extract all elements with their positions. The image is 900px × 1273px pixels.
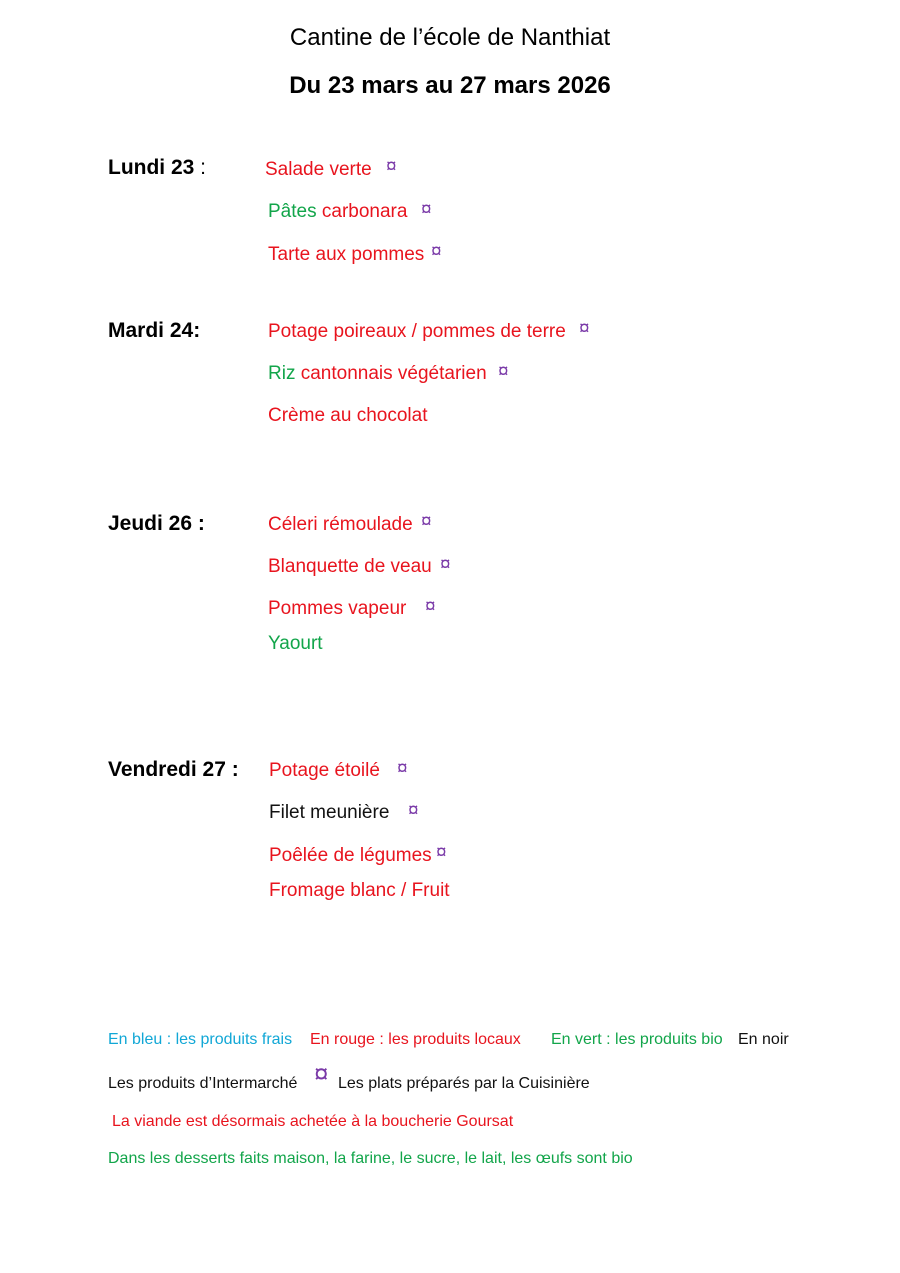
day-label-mardi: Mardi 24: bbox=[108, 319, 201, 342]
legend-symbol-desc: Les plats préparés par la Cuisinière bbox=[338, 1075, 590, 1092]
cuisiniere-legend-icon: ¤ bbox=[314, 1058, 329, 1088]
dish-pates-carbonara: Pâtes carbonara bbox=[268, 201, 408, 222]
dish-filet-meuniere: Filet meunière bbox=[269, 802, 390, 823]
cuisiniere-icon: ¤ bbox=[421, 199, 432, 220]
day-label-lundi: Lundi 23 : bbox=[108, 156, 207, 179]
dish-riz-cantonnais: Riz cantonnais végétarien bbox=[268, 363, 487, 384]
legend-black: En noir bbox=[738, 1031, 789, 1048]
dish-pommes-vapeur: Pommes vapeur bbox=[268, 598, 407, 619]
dish-salade-verte: Salade verte bbox=[265, 159, 372, 180]
cuisiniere-icon: ¤ bbox=[579, 318, 590, 339]
cuisiniere-icon: ¤ bbox=[436, 842, 447, 863]
dish-tarte-aux-pommes: Tarte aux pommes bbox=[268, 244, 425, 265]
day-label-jeudi: Jeudi 26 : bbox=[108, 512, 205, 535]
dish-creme-chocolat: Crème au chocolat bbox=[268, 405, 428, 426]
dessert-note: Dans les desserts faits maison, la farine, le sucre, le lait, les œufs sont bio bbox=[108, 1150, 633, 1167]
cuisiniere-icon: ¤ bbox=[386, 156, 397, 177]
cuisiniere-icon: ¤ bbox=[498, 361, 509, 382]
page-title: Cantine de l’école de Nanthiat bbox=[289, 24, 611, 51]
meat-note: La viande est désormais achetée à la boucherie Goursat bbox=[112, 1113, 514, 1130]
dish-celeri-remoulade: Céleri rémoulade bbox=[268, 514, 413, 535]
dish-fromage-fruit: Fromage blanc / Fruit bbox=[269, 880, 450, 901]
dish-potage-etoile: Potage étoilé bbox=[269, 760, 380, 781]
dish-potage-poireaux: Potage poireaux / pommes de terre bbox=[268, 321, 566, 342]
dish-yaourt: Yaourt bbox=[268, 633, 323, 654]
cuisiniere-icon: ¤ bbox=[397, 758, 408, 779]
legend-blue: En bleu : les produits frais bbox=[108, 1031, 293, 1048]
legend-black-desc: Les produits d’Intermarché bbox=[108, 1075, 298, 1092]
cuisiniere-icon: ¤ bbox=[431, 241, 442, 262]
dish-blanquette-veau: Blanquette de veau bbox=[268, 556, 432, 577]
day-label-vendredi: Vendredi 27 : bbox=[108, 758, 239, 781]
cuisiniere-icon: ¤ bbox=[421, 511, 432, 532]
legend-green: En vert : les produits bio bbox=[551, 1031, 723, 1048]
cuisiniere-icon: ¤ bbox=[408, 800, 419, 821]
cuisiniere-icon: ¤ bbox=[440, 554, 451, 575]
legend-red: En rouge : les produits locaux bbox=[310, 1031, 521, 1048]
date-range: Du 23 mars au 27 mars 2026 bbox=[289, 72, 611, 99]
cuisiniere-icon: ¤ bbox=[425, 596, 436, 617]
dish-poelee-legumes: Poêlée de légumes bbox=[269, 845, 432, 866]
